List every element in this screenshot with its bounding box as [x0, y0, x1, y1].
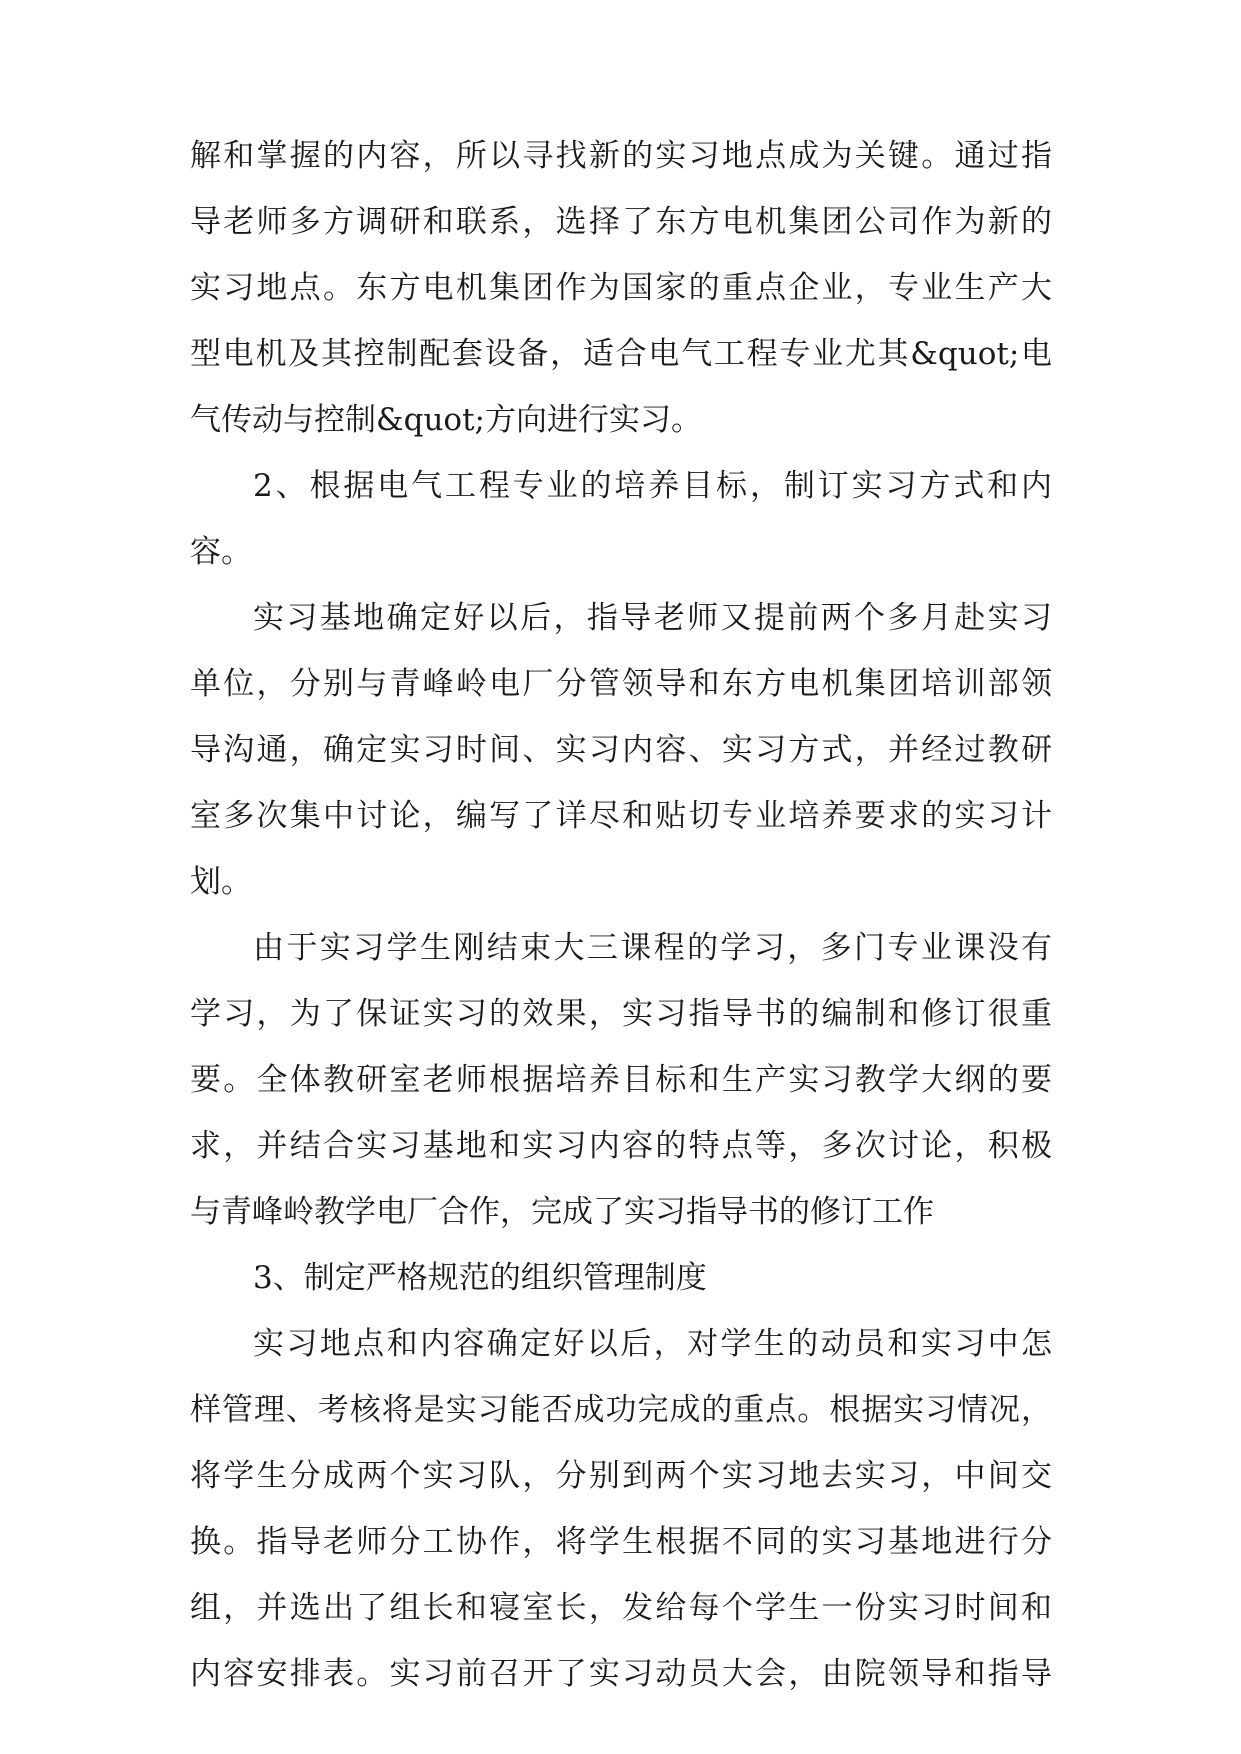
text-line: 组，并选出了组长和寝室长，发给每个学生一份实习时间和: [190, 1590, 1052, 1626]
text-line: 划。: [190, 864, 252, 900]
text-line: 实习地点和内容确定好以后，对学生的动员和实习中怎: [253, 1326, 1052, 1362]
text-line: 室多次集中讨论，编写了详尽和贴切专业培养要求的实习计: [190, 798, 1052, 834]
section-heading: 2、根据电气工程专业的培养目标，制订实习方式和内: [253, 468, 1052, 504]
text-line: 导老师多方调研和联系，选择了东方电机集团公司作为新的: [190, 204, 1052, 240]
text-line: 解和掌握的内容，所以寻找新的实习地点成为关键。通过指: [190, 138, 1052, 174]
text-line: 容。: [190, 534, 252, 570]
text-line: 实习基地确定好以后，指导老师又提前两个多月赴实习: [253, 600, 1052, 636]
text-line: 导沟通，确定实习时间、实习内容、实习方式，并经过教研: [190, 732, 1052, 768]
text-line: 气传动与控制&quot;方向进行实习。: [190, 402, 702, 438]
section-heading: 3、制定严格规范的组织管理制度: [253, 1260, 707, 1296]
text-line: 单位，分别与青峰岭电厂分管领导和东方电机集团培训部领: [190, 666, 1052, 702]
text-line: 内容安排表。实习前召开了实习动员大会，由院领导和指导: [190, 1656, 1052, 1692]
text-line: 样管理、考核将是实习能否成功完成的重点。根据实习情况，: [190, 1392, 1052, 1428]
text-line: 型电机及其控制配套设备，适合电气工程专业尤其&quot;电: [190, 336, 1052, 372]
text-line: 由于实习学生刚结束大三课程的学习，多门专业课没有: [253, 930, 1052, 966]
text-line: 与青峰岭教学电厂合作，完成了实习指导书的修订工作: [190, 1194, 934, 1230]
text-line: 求，并结合实习基地和实习内容的特点等，多次讨论，积极: [190, 1128, 1052, 1164]
text-line: 实习地点。东方电机集团作为国家的重点企业，专业生产大: [190, 270, 1052, 306]
text-line: 学习，为了保证实习的效果，实习指导书的编制和修订很重: [190, 996, 1052, 1032]
text-line: 要。全体教研室老师根据培养目标和生产实习教学大纲的要: [190, 1062, 1052, 1098]
text-line: 将学生分成两个实习队，分别到两个实习地去实习，中间交: [190, 1458, 1052, 1494]
text-line: 换。指导老师分工协作，将学生根据不同的实习基地进行分: [190, 1524, 1052, 1560]
